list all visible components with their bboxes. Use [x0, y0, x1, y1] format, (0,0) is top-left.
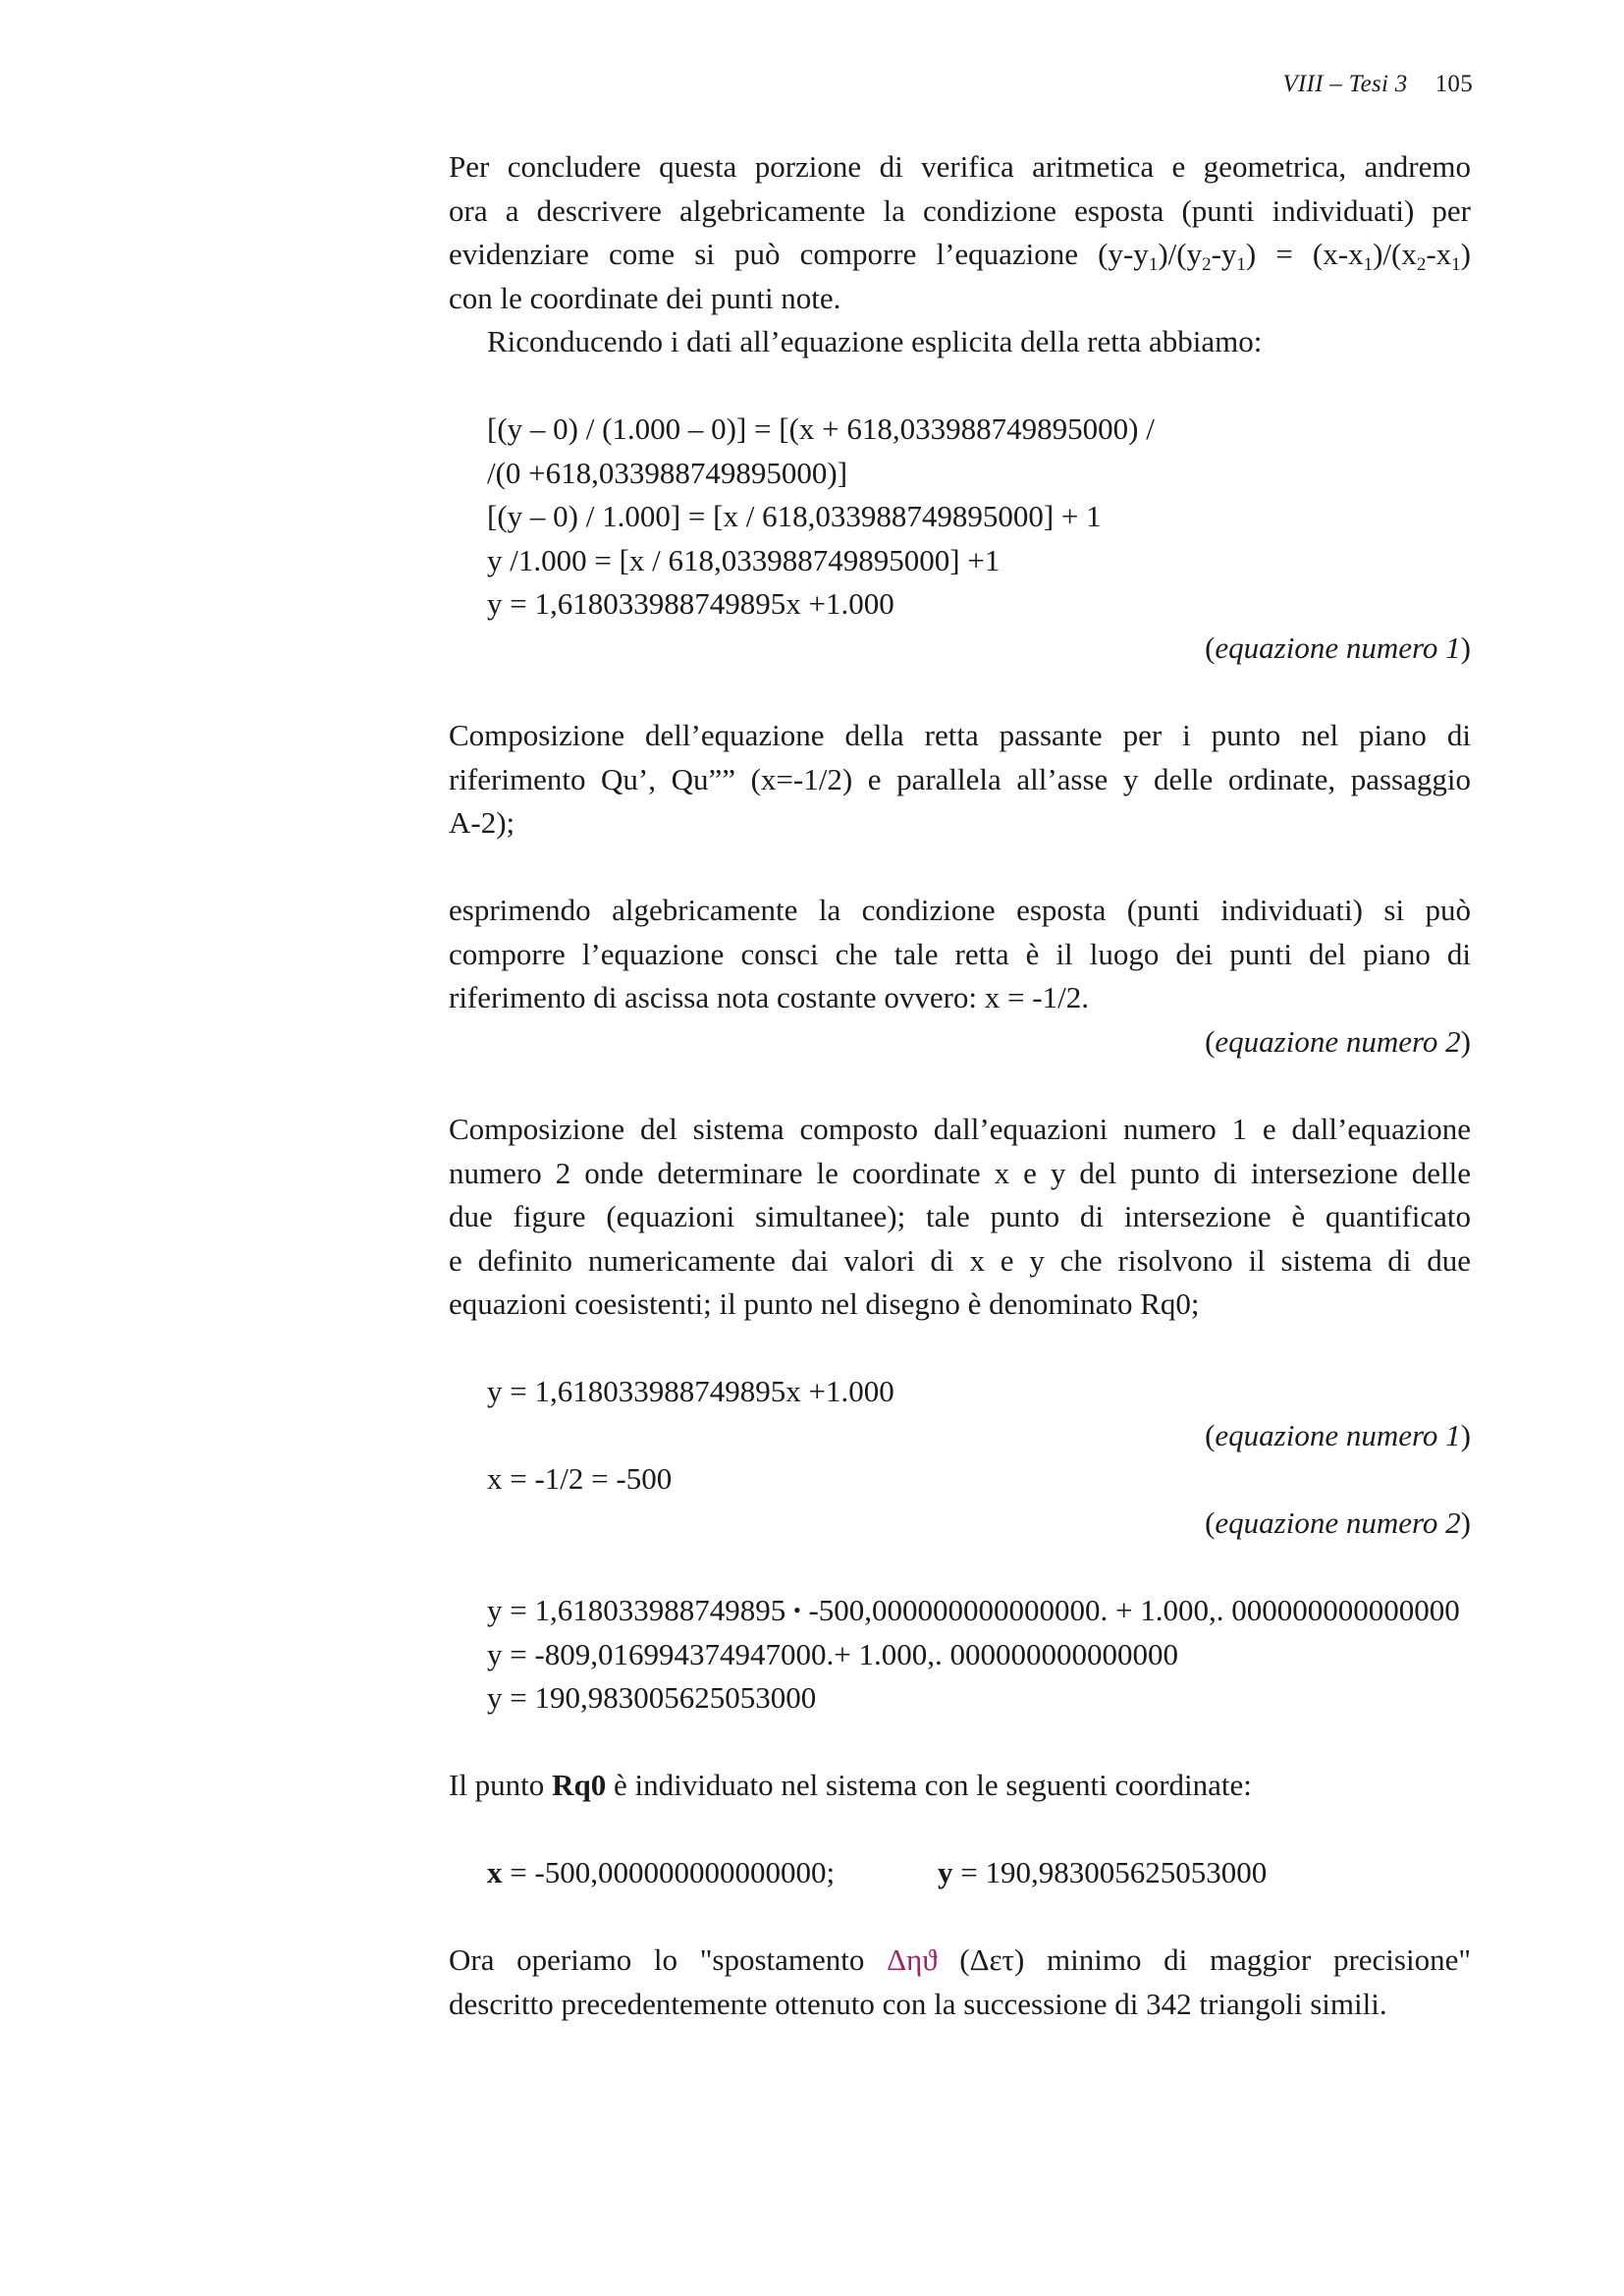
text-line-equation	[449, 233, 1471, 277]
running-head-title: VIII – Tesi 3	[1282, 71, 1408, 97]
text-line: esprimendo algebricamente la condizione esposta (punti individuati) si può	[449, 893, 1471, 927]
math-line: [(y – 0) / (1.000 – 0)] = [(x + 618,033988749895000) /	[487, 411, 1155, 446]
text-line: riferimento Qu’, Qu”” (x=-1/2) e parallela all’asse y delle ordinate, passaggio	[449, 761, 1471, 796]
text-line: Riconducendo i dati all’equazione esplicita della retta abbiamo:	[487, 324, 1263, 358]
text-line: Per concludere questa porzione di verifica aritmetica e geometrica, andremo	[449, 149, 1471, 184]
equation-tag: (equazione numero 1)	[1205, 629, 1471, 665]
math-line: y = 1,618033988749895x +1.000	[487, 586, 894, 621]
equation-tag: (equazione numero 2)	[1205, 1023, 1471, 1059]
page-number: 105	[1435, 71, 1473, 97]
text-line: equazioni coesistenti; il punto nel disegno è denominato Rq0;	[449, 1286, 1200, 1321]
multiply-dot: •	[792, 1598, 801, 1622]
math-line: /(0 +618,033988749895000)]	[487, 455, 848, 490]
text-line: comporre l’equazione consci che tale retta è il luogo dei punti del piano di	[449, 936, 1471, 971]
equation-tag: (equazione numero 2)	[1205, 1504, 1471, 1540]
running-head	[1178, 71, 1473, 98]
text-line: ora a descrivere algebricamente la condizione esposta (punti individuati) per	[449, 192, 1471, 228]
equation-tag: (equazione numero 1)	[1205, 1417, 1471, 1452]
math-line: x = -1/2 = -500	[487, 1461, 673, 1496]
greek-symbol: Δηϑ	[887, 1942, 938, 1977]
text-line: Il punto Rq0 è individuato nel sistema con le seguenti coordinate:	[449, 1768, 1252, 1802]
text-line: riferimento di ascissa nota costante ovvero: x = -1/2.	[449, 980, 1089, 1014]
math-line: [(y – 0) / 1.000] = [x / 618,033988749895000] + 1	[487, 499, 1102, 533]
coordinate-x: x = -500,000000000000000;	[487, 1855, 836, 1889]
text-fragment: evidenziare come si può comporre l’equazione	[449, 237, 1079, 271]
math-line: y = 1,618033988749895 • -500,000000000000000. + 1.000,. 000000000000000	[487, 1593, 1460, 1627]
math-line: y = 190,983005625053000	[487, 1680, 817, 1715]
text-line: e definito numericamente dai valori di x e y che risolvono il sistema di due	[449, 1242, 1471, 1278]
text-line: Composizione dell’equazione della retta passante per i punto nel piano di	[449, 718, 1471, 752]
point-name: Rq0	[552, 1768, 607, 1802]
math-line: y = -809,016994374947000.+ 1.000,. 000000000000000	[487, 1636, 1179, 1671]
math-line: y /1.000 = [x / 618,033988749895000] +1	[487, 542, 1001, 577]
text-line: numero 2 onde determinare le coordinate x e y del punto di intersezione delle	[449, 1155, 1471, 1190]
text-line: A-2);	[449, 805, 515, 840]
text-line: Composizione del sistema composto dall’equazioni numero 1 e dall’equazione	[449, 1112, 1471, 1146]
text-line: con le coordinate dei punti note.	[449, 280, 841, 315]
math-line: y = 1,618033988749895x +1.000	[487, 1374, 894, 1408]
equation-inline: $(y-y_1)/(y_2-y_1) = (x-x_1)/(x_2-x_1)$	[1098, 237, 1471, 275]
coordinate-y: y = 190,983005625053000	[938, 1855, 1268, 1889]
text-line: descritto precedentemente ottenuto con la successione di 342 triangoli simili.	[449, 1986, 1387, 2021]
text-line: due figure (equazioni simultanee); tale punto di intersezione è quantificato	[449, 1199, 1471, 1233]
text-line: Ora operiamo lo "spostamento Δηϑ (Δετ) minimo di maggior precisione"	[449, 1942, 1471, 1977]
